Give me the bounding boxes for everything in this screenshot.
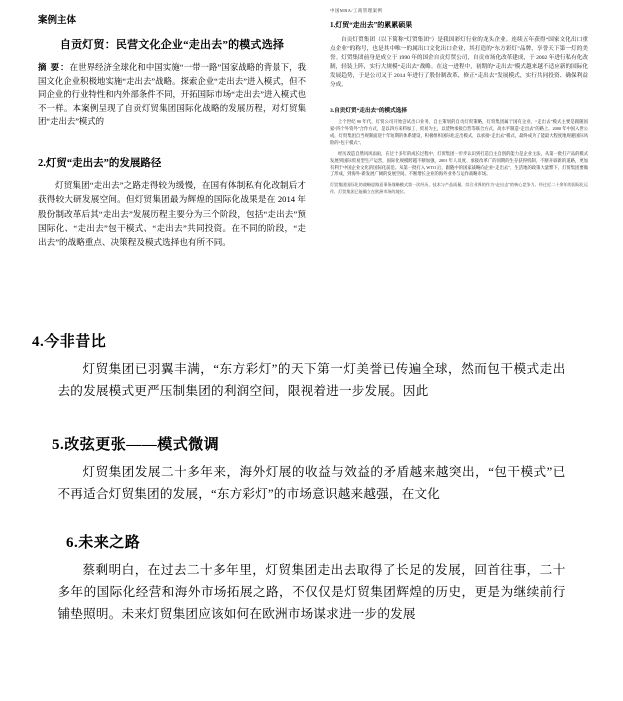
- section-2-paragraph: 灯贸集团“走出去”之路走得较为缓慢，在国有体制私有化改制后才获得较大研发展空间。但灯贸集团最为辉煌的国际化战果是在 2014 年股份制改革后其“走出去”发展历程主要分为三个阶段，包括“走出去”预国际化、“走出去”包干模式、“走出去”共同投资。在不同的阶段，“走出去”的战略重点、决策程及模式选择也有所不同。: [38, 180, 306, 248]
- section-heading-2: 2.灯贸“走出去”的发展路径: [38, 158, 162, 170]
- spacer-1: [0, 405, 623, 433]
- section-5-paragraph: 灯贸集团发展二十多年来，海外灯展的收益与效益的矛盾越来越突出，“包干模式”已不再适合灯贸集团的发展，“东方彩灯”的市场意识越来越强，在文化: [57, 465, 566, 501]
- right-column: [330, 8, 588, 195]
- section-4: [0, 330, 623, 399]
- case-subject-label: 案例主体: [38, 16, 77, 26]
- section-6-paragraph: 蔡剩明白，在过去二十多年里，灯贸集团走出去取得了长足的发展，回首往事，二十多年的国际化经营和海外市场拓展之路，不仅仅是灯贸集团辉煌的历史，更是为继续前行铺垫照明。未来灯贸集团应该如何在欧洲市场谋求进一步的发展: [57, 563, 566, 621]
- abstract-paragraph: [38, 61, 306, 129]
- running-head: 中国MBA/工商管理案例: [330, 8, 383, 13]
- section-4-heading: 4.今非昔比: [32, 334, 107, 350]
- section-6-heading: 6.未来之路: [66, 535, 141, 552]
- abstract-lead-label: 摘 要：: [38, 63, 70, 72]
- top-columns-zone: [0, 0, 623, 322]
- section-5-heading: 5.改弦更张——模式微调: [52, 437, 220, 453]
- section-1-paragraph: 自贡灯贸集团（以下简称“灯贸集团”）是我国彩灯行业的龙头企业。连续五年获得“国家文化出口重点企业”的称号，也是其中唯一的属出口文化出口企业，其打造的“东方彩灯”品牌，享誉天下第一灯的美誉。灯贸集团前身是成立于 1990 年的国企自贡灯贸公司，自贡市场化改革建成，于 2002 年进行私有化改制，轻装上阵，实行大规模“走出去”战略。在这一进程中，初期的“走出去”模式越来越不适应新的国际化发展趋势，于是公司又于 2014 年进行了股份制改革，修正“走出去”发展模式，实行共同投资、确保利益分成。: [330, 37, 588, 89]
- left-column: [38, 12, 306, 249]
- section-3-note: 灯贸集团国际化的战略思路意事务战略模式第一次经历，技术与产品质量，综合业界的作为“走出去”的核心竞争力。经过近二十余年的国际化运作，灯贸集团已能确立在欧洲市场的地位。: [330, 182, 588, 194]
- case-title: 自贡灯贸：民营文化企业“走出去”的模式选择: [59, 39, 285, 51]
- section-3-paragraph-1: 上个世纪 90 年代，灯贸公司开始尝试出口业务，自主策划的自贡灯贸策略，灯贸集团属于国有企业，“走出去”模式主要是跟随国家“四个外资外”合作方式，是以四方来料加工、贸易为主，以货物承接自营等联合方式，高水平制造“走出去”的路上。2000 年中国入世公成，灯贸集团自当规制面迎十年短期的体系建设，积极组织国际化走出模式，以承接“走出去”模式，最终成为了能最大程度地规避国际风险的“包干模式”。: [330, 119, 588, 145]
- spacer-2: [0, 511, 623, 531]
- main-body-zone: [0, 330, 623, 631]
- section-4-paragraph: 灯贸集团已羽翼丰满，“东方彩灯”的天下第一灯美誉已传遍全球，然而包干模式走出去的发展模式更严压制集团的利润空间，限视着进一步发展。因此: [57, 362, 566, 398]
- abstract-body: 在世界经济全球化和中国实施“一带一路”国家战略的背景下，我国文化企业积极地实施“走出去”战略。探索企业“走出去”进入模式，但不同企业的行业特性和内外部条件不同，开拓国际市场“走出去”进入模式也不一样。本案例呈现了自贡灯贸集团国际化战略的发展历程，对灯贸集团“走出去”模式的: [38, 63, 306, 127]
- section-3-paragraph-2: 经历改造自然风风雨雨，在过十多年的成长过程中，灯贸集团一步步认识到打造自主自创的能力是企业主法，从第一批打产品的模式发展到国际贸易型生产运营，国际化规模跨越不断加强，2001 年人员度、承接改革广的同期的生存获得机制，不断开辟新的道路，更加有利于中国企业文化的国际化前沿。从第一批打入 WTO 后，跟随中的国家战略向企业“走出去”，生活地的政策大量繁下，灯贸集团要做了形成，到海外-新发展广阔的发展空间。不断增长企业的海外业务与运作战略市场。: [330, 150, 588, 177]
- section-5: [0, 433, 623, 505]
- section-heading-3: 3.自贡灯贸“走出去”的模式选择: [330, 108, 407, 115]
- section-heading-1: 1.灯贸“走出去”的累累硕果: [330, 21, 413, 29]
- section-6: [0, 531, 623, 625]
